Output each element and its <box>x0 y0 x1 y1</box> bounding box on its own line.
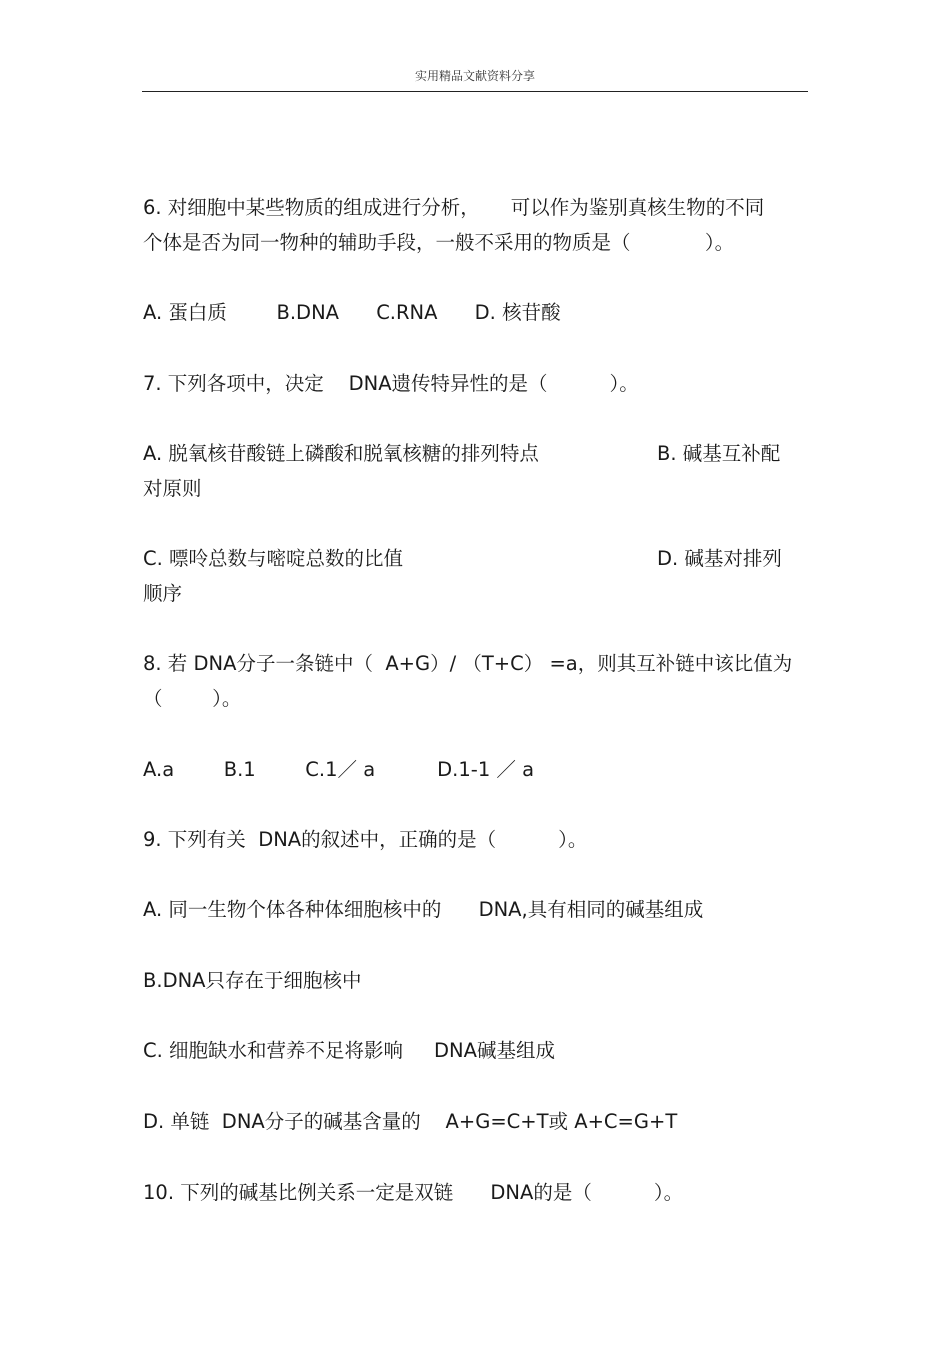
q10-stem: 10. 下列的碱基比例关系一定是双链 DNA的是（ ）。 <box>143 1181 684 1204</box>
q6-stem-line1: 6. 对细胞中某些物质的组成进行分析， 可以作为鉴别真核生物的不同 <box>143 196 765 219</box>
q7-option-b-continued: 对原则 <box>143 477 202 500</box>
q7-option-c: C. 嘌呤总数与嘧啶总数的比值 <box>143 547 404 570</box>
q7-option-d: D. 碱基对排列 <box>657 547 782 570</box>
q6-options: A. 蛋白质 B.DNA C.RNA D. 核苷酸 <box>143 301 561 324</box>
q9-option-a: A. 同一生物个体各种体细胞核中的 DNA,具有相同的碱基组成 <box>143 898 704 921</box>
q9-stem: 9. 下列有关 DNA的叙述中，正确的是（ ）。 <box>143 828 588 851</box>
q9-option-b: B.DNA只存在于细胞核中 <box>143 969 362 992</box>
q7-option-a: A. 脱氧核苷酸链上磷酸和脱氧核糖的排列特点 <box>143 442 539 465</box>
page-header: 实用精品文献资料分享 <box>414 69 535 83</box>
q8-stem-line1: 8. 若 DNA分子一条链中（ A+G）/ （T+C） =a，则其互补链中该比值为 <box>143 652 793 675</box>
q7-option-d-continued: 顺序 <box>143 582 183 605</box>
q9-option-c: C. 细胞缺水和营养不足将影响 DNA碱基组成 <box>143 1039 555 1062</box>
q7-stem: 7. 下列各项中，决定 DNA遗传特异性的是（ ）。 <box>143 372 639 395</box>
header-divider <box>142 91 808 92</box>
q9-option-d: D. 单链 DNA分子的碱基含量的 A+G=C+T或 A+C=G+T <box>143 1110 678 1133</box>
q6-stem-line2: 个体是否为同一物种的辅助手段，一般不采用的物质是（ ）。 <box>143 231 735 254</box>
q7-option-b: B. 碱基互补配 <box>657 442 781 465</box>
q8-stem-line2: （ ）。 <box>143 687 242 710</box>
q8-options: A.a B.1 C.1／ a D.1-1 ／ a <box>143 758 535 781</box>
